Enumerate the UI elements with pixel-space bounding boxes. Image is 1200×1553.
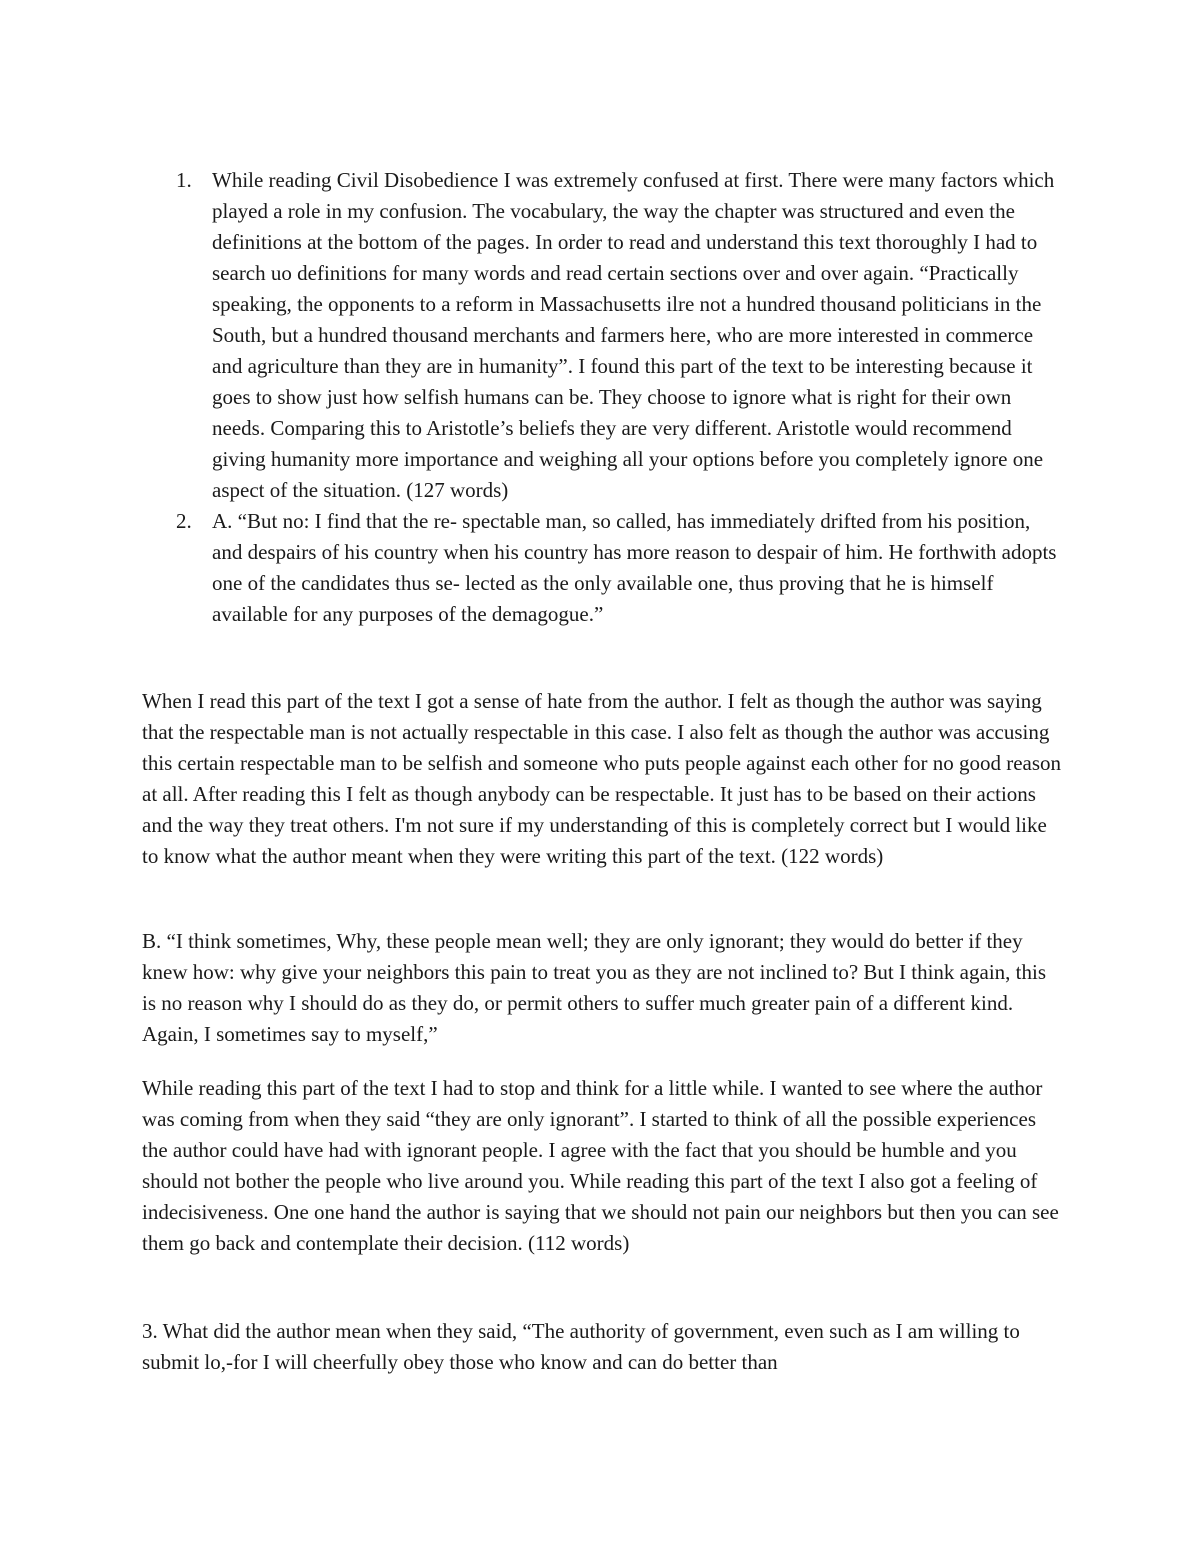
- list-item-number: 1.: [176, 168, 192, 192]
- numbered-list: [160, 165, 1060, 630]
- quote-paragraph: B. “I think sometimes, Why, these people mean well; they are only ignorant; they would do better if they knew how: why give your neighbors this pain to treat you as they are not inclined to? But I think again, this is no reason why I should do as they do, or permit others to suffer much greater pain of a different kind. Again, I sometimes say to myself,”: [142, 929, 1046, 1046]
- body-paragraph: When I read this part of the text I got a sense of hate from the author. I felt as though the author was saying that the respectable man is not actually respectable in this case. I also felt as though the author was accusing this certain respectable man to be selfish and someone who puts people against each other for no good reason at all. After reading this I felt as though anybody can be respectable. It just has to be based on their actions and the way they treat others. I'm not sure if my understanding of this is completely correct but I would like to know what the author meant when they were writing this part of the text. (122 words): [142, 689, 1062, 868]
- list-item-number: 2.: [176, 509, 192, 533]
- list-item-text: While reading Civil Disobedience I was extremely confused at first. There were many factors which played a role in my confusion. The vocabulary, the way the chapter was structured and even the definitions at the bottom of the pages. In order to read and understand this text thoroughly I had to search uo definitions for many words and read certain sections over and over again. “Practically speaking, the opponents to a reform in Massachusetts ilre not a hundred thousand politicians in the South, but a hundred thousand merchants and farmers here, who are more interested in commerce and agriculture than they are in humanity”. I found this part of the text to be interesting because it goes to show just how selfish humans can be. They choose to ignore what is right for their own needs. Comparing this to Aristotle’s beliefs they are very different. Aristotle would recommend giving humanity more importance and weighing all your options before you completely ignore one aspect of the situation. (127 words): [212, 168, 1055, 502]
- list-item: [160, 506, 1060, 630]
- list-item-text: A. “But no: I find that the re- spectable man, so called, has immediately drifted from his position, and despairs of his country when his country has more reason to despair of him. He forthwith adopts one of the candidates thus se- lected as the only available one, thus proving that he is himself available for any purposes of the demagogue.”: [212, 509, 1057, 626]
- body-paragraph: While reading this part of the text I had to stop and think for a little while. I wanted to see where the author was coming from when they said “they are only ignorant”. I started to think of all the possible experiences the author could have had with ignorant people. I agree with the fact that you should be humble and you should not bother the people who live around you. While reading this part of the text I also got a feeling of indecisiveness. One one hand the author is saying that we should not pain our neighbors but then you can see them go back and contemplate their decision. (112 words): [142, 1076, 1059, 1255]
- question-paragraph: 3. What did the author mean when they said, “The authority of government, even such as I am willing to submit lo,-for I will cheerfully obey those who know and can do better than: [142, 1319, 1020, 1374]
- list-item: [160, 165, 1060, 506]
